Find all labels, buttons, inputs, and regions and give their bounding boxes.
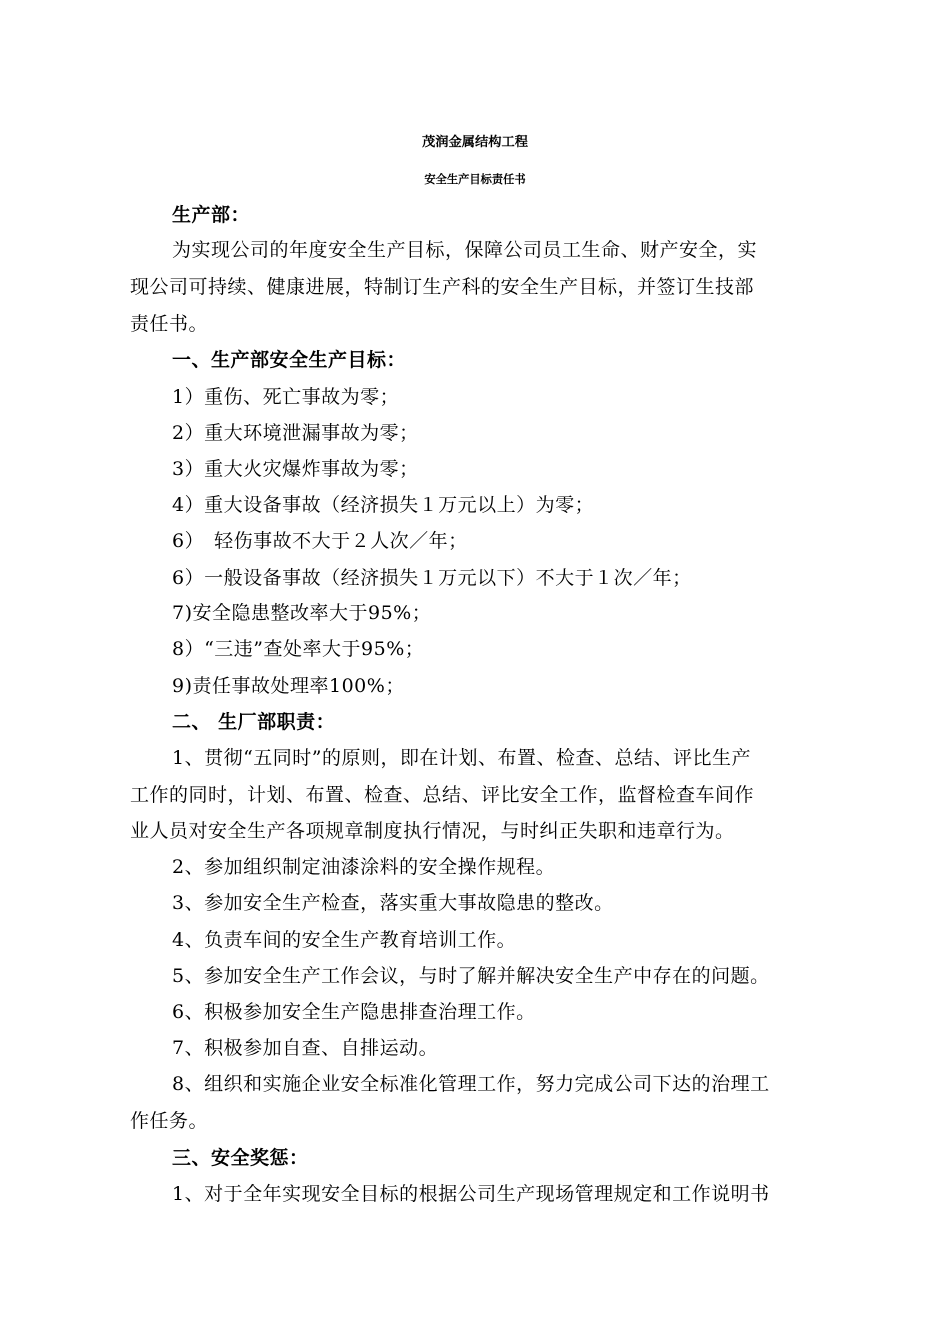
list-item: 4、负责车间的安全生产教育培训工作。 [172,929,517,951]
paragraph-line: 1、对于全年实现安全目标的根据公司生产现场管理规定和工作说明书 [172,1183,770,1205]
section-heading: 一、生产部安全生产目标： [172,349,407,371]
list-item: 2）重大环境泄漏事故为零； [172,422,419,444]
list-item: 3、参加安全生产检查，落实重大事故隐患的整改。 [172,892,614,914]
document-subtitle: 安全生产目标责任书 [424,173,526,186]
paragraph-line: 业人员对安全生产各项规章制度执行情况，与时纠正失职和违章行为。 [130,820,735,842]
list-item: 3）重大火灾爆炸事故为零； [172,458,419,480]
paragraph-line: 8、组织和实施企业安全标准化管理工作，努力完成公司下达的治理工 [172,1073,770,1095]
section-heading: 二、 生厂部职责： [172,711,336,733]
list-item: 6） 轻伤事故不大于２人次／年； [172,530,468,552]
list-item: 4）重大设备事故（经济损失１万元以上）为零； [172,494,595,516]
list-item: 7、积极参加自查、自排运动。 [172,1037,439,1059]
addressee: 生产部： [172,204,251,226]
section-heading: 三、安全奖惩： [172,1147,309,1169]
list-item: 8）“三违”查处率大于95%； [172,638,425,660]
intro-line: 为实现公司的年度安全生产目标，保障公司员工生命、财产安全，实 [172,239,758,261]
document-title: 茂润金属结构工程 [421,135,528,150]
list-item: 1）重伤、死亡事故为零； [172,386,400,408]
paragraph-line: 1、贯彻“五同时”的原则，即在计划、布置、检查、总结、评比生产 [172,747,752,769]
intro-line: 现公司可持续、健康进展，特制订生产科的安全生产目标，并签订生技部 [130,276,755,298]
list-item: 2、参加组织制定油漆涂料的安全操作规程。 [172,856,556,878]
paragraph-line: 作任务。 [130,1110,209,1132]
list-item: 5、参加安全生产工作会议，与时了解并解决安全生产中存在的问题。 [172,965,770,987]
list-item: 6）一般设备事故（经济损失１万元以下）不大于１次／年； [172,567,692,589]
list-item: 9)责任事故处理率100%； [172,675,405,697]
paragraph-line: 工作的同时，计划、布置、检查、总结、评比安全工作，监督检查车间作 [130,784,755,806]
list-item: 7)安全隐患整改率大于95%； [172,602,432,624]
list-item: 6、积极参加安全生产隐患排查治理工作。 [172,1001,536,1023]
intro-line: 责任书。 [130,313,209,335]
